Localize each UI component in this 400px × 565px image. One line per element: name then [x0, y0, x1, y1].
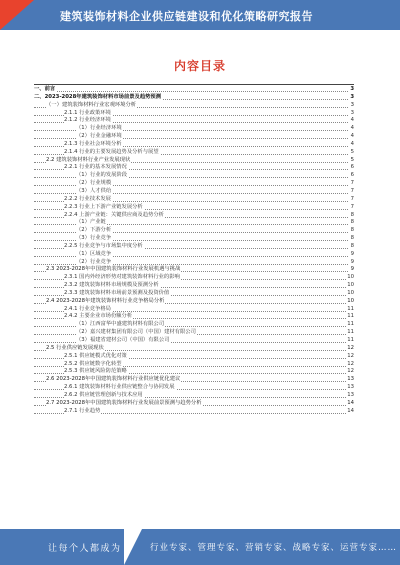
- toc-title: 内容目录: [173, 59, 226, 73]
- toc-entry-title: 2.4.1 行业竞争格局: [64, 305, 111, 312]
- toc-entry[interactable]: [34, 345, 354, 353]
- toc-entry-title: 2.3 2023-2028年中国建筑装饰材料行业发展机遇与挑战: [46, 266, 181, 273]
- toc-entry-page: 4: [350, 133, 354, 140]
- toc-entry-page: 10: [347, 289, 354, 296]
- toc-top-rule: [34, 84, 354, 85]
- toc-entry[interactable]: [34, 337, 354, 345]
- table-of-contents: [34, 86, 354, 415]
- toc-entry-page: 4: [350, 117, 354, 124]
- toc-entry-title: 2.7 2023-2028年中国建筑装饰材料行业发展前景预测与趋势分析: [46, 399, 202, 406]
- toc-entry-title: 2.4.2 主要企业市场份额分析: [64, 313, 133, 320]
- toc-entry-title: （1）行业经济环境: [76, 125, 122, 132]
- toc-entry-page: 13: [347, 384, 354, 391]
- toc-entry[interactable]: [34, 376, 354, 384]
- toc-entry[interactable]: [34, 392, 354, 400]
- toc-entry[interactable]: [34, 243, 354, 251]
- toc-entry-page: 14: [347, 399, 354, 406]
- toc-entry-page: 12: [347, 352, 354, 359]
- toc-entry-title: 2.1.4 行业的主要发展趋势及分析与展望: [64, 148, 159, 155]
- toc-entry[interactable]: [34, 86, 354, 94]
- toc-entry[interactable]: [34, 204, 354, 212]
- toc-entry-page: 11: [347, 305, 354, 312]
- toc-entry-title: （2）嘉兴建材集团有限公司（中国）建材有限公司: [76, 329, 196, 336]
- toc-entry-title: （一）建筑装饰材料行业宏观环境分析: [46, 101, 137, 108]
- toc-entry[interactable]: [34, 384, 354, 392]
- toc-entry-page: 7: [350, 203, 354, 210]
- toc-entry-title: （2）行业竞争: [76, 258, 112, 265]
- toc-entry-title: 2.2 建筑装饰材料行业产业发展现状: [46, 156, 131, 163]
- toc-entry-page: 14: [347, 407, 354, 414]
- toc-entry[interactable]: [34, 180, 354, 188]
- footer-divider-triangle: [124, 529, 142, 565]
- toc-entry-title: （2）下游分析: [76, 227, 112, 234]
- toc-entry-page: 11: [347, 313, 354, 320]
- toc-entry[interactable]: [34, 133, 354, 141]
- toc-entry-page: 8: [350, 235, 354, 242]
- toc-entry-title: （1）行业的发展阶段: [76, 172, 128, 179]
- toc-entry-title: 2.2.2 行业技术发展: [64, 195, 111, 202]
- toc-entry-page: 10: [347, 282, 354, 289]
- toc-entry-title: 2.2.4 上游产业链：关键供应商及趋势分析: [64, 211, 164, 218]
- toc-entry-page: 5: [350, 148, 354, 155]
- toc-entry[interactable]: [34, 172, 354, 180]
- toc-entry-title: 2.6.2 供应链管理创新与技术应用: [64, 391, 143, 398]
- toc-entry-title: （3）人才供给: [76, 187, 112, 194]
- toc-entry-title: 2.5 行业供应链发展现状: [46, 344, 104, 351]
- toc-entry-page: 12: [347, 344, 354, 351]
- toc-entry-title: （3）行业竞争: [76, 235, 112, 242]
- toc-entry[interactable]: [34, 282, 354, 290]
- toc-entry-title: 2.4 2023-2028年建筑装饰材料行业竞争格局分析: [46, 297, 165, 304]
- footer-bar: [0, 529, 400, 565]
- toc-entry[interactable]: [34, 408, 354, 416]
- toc-entry-page: 11: [347, 329, 354, 336]
- toc-entry-page: 9: [350, 250, 354, 257]
- toc-entry-page: 9: [350, 258, 354, 265]
- toc-entry-page: 3: [350, 86, 354, 92]
- toc-entry-title: 二、2023-2028年建筑装饰材料市场前景及趋势预测: [34, 93, 162, 100]
- toc-entry-title: 2.2.1 行业的基本发展情况: [64, 164, 127, 171]
- toc-entry-title: （2）行业金融环境: [76, 133, 122, 140]
- toc-entry-page: 10: [347, 297, 354, 304]
- toc-entry-title: 2.6 2023-2028年中国建筑装饰材料行业供应链优化建议: [46, 376, 181, 383]
- toc-entry-title: （2）行业规模: [76, 180, 112, 187]
- toc-entry[interactable]: [34, 102, 354, 110]
- toc-entry-title: 2.1.1 行业政策环境: [64, 109, 111, 116]
- toc-entry-page: 10: [347, 274, 354, 281]
- toc-entry-title: 2.3.2 建筑装饰材料市场规模及预测分析: [64, 282, 159, 289]
- toc-entry[interactable]: [34, 321, 354, 329]
- toc-entry-page: 11: [347, 321, 354, 328]
- toc-entry-page: 6: [350, 164, 354, 171]
- toc-entry[interactable]: [34, 219, 354, 227]
- toc-entry-page: 12: [347, 360, 354, 367]
- toc-entry[interactable]: [34, 353, 354, 361]
- toc-entry-page: 9: [350, 266, 354, 273]
- toc-entry-page: 11: [347, 337, 354, 343]
- toc-entry[interactable]: [34, 188, 354, 196]
- toc-entry[interactable]: [34, 227, 354, 235]
- toc-entry-page: 8: [350, 211, 354, 218]
- toc-entry-page: 3: [350, 101, 354, 108]
- toc-entry-title: 2.6.1 建筑装饰材料行业供应链整合与协同发展: [64, 384, 175, 391]
- toc-entry[interactable]: [34, 274, 354, 282]
- toc-entry[interactable]: [34, 298, 354, 306]
- toc-entry[interactable]: [34, 196, 354, 204]
- toc-entry-title: 2.5.2 供应链数字化转型: [64, 360, 122, 367]
- toc-entry-title: 2.5.3 供应链风险防范策略: [64, 368, 127, 375]
- toc-entry-title: 2.3.1 国内外经济形势对建筑装饰材料行业的影响: [64, 274, 180, 281]
- toc-entry-page: 3: [350, 93, 354, 100]
- footer-tagline: 行业专家、管理专家、营销专家、战略专家、运营专家……: [150, 543, 398, 553]
- toc-entry-page: 7: [350, 180, 354, 187]
- toc-entry[interactable]: [34, 251, 354, 259]
- toc-entry[interactable]: [34, 141, 354, 149]
- toc-entry-title: （1）江西富华中盛建筑材料有限公司: [76, 321, 165, 328]
- footer-slogan: 让每个人都成为: [48, 544, 122, 554]
- header-bar: [0, 0, 400, 30]
- header-title: 建筑装饰材料企业供应链建设和优化策略研究报告: [60, 10, 313, 23]
- toc-entry-page: 4: [350, 125, 354, 132]
- toc-entry[interactable]: [34, 400, 354, 408]
- toc-entry-title: （1）区域竞争: [76, 250, 112, 257]
- toc-entry-title: 2.5.1 供应链模式优化对策: [64, 352, 127, 359]
- toc-entry-title: 2.1.2 行业经济环境: [64, 117, 111, 124]
- toc-entry-title: 2.2.5 行业竞争与市场集中度分析: [64, 242, 143, 249]
- toc-entry[interactable]: [34, 290, 354, 298]
- toc-entry-title: 2.2.3 行业上下游产业链发展分析: [64, 203, 143, 210]
- toc-entry[interactable]: [34, 149, 354, 157]
- toc-entry-page: 8: [350, 219, 354, 226]
- toc-entry-page: 13: [347, 391, 354, 398]
- toc-entry-page: 12: [347, 368, 354, 375]
- toc-entry-page: 7: [350, 195, 354, 202]
- toc-entry-page: 13: [347, 376, 354, 383]
- toc-entry-title: （3）福建省建材公司（中国）有限公司: [76, 337, 170, 343]
- toc-entry-page: 5: [350, 156, 354, 163]
- toc-entry-page: 6: [350, 172, 354, 179]
- toc-entry-page: 8: [350, 242, 354, 249]
- toc-entry-title: 2.7.1 行业趋势: [64, 407, 101, 414]
- toc-entry[interactable]: [34, 329, 354, 337]
- toc-entry-page: 7: [350, 187, 354, 194]
- header-corner-accent: [0, 0, 34, 30]
- toc-entry-title: 2.3.3 建筑装饰材料市场前景预测及投资价值: [64, 289, 170, 296]
- toc-entry[interactable]: [34, 125, 354, 133]
- toc-entry-page: 3: [350, 109, 354, 116]
- toc-entry[interactable]: [34, 235, 354, 243]
- toc-entry[interactable]: [34, 94, 354, 102]
- toc-entry-title: （1）产业链: [76, 219, 106, 226]
- toc-entry-page: 4: [350, 140, 354, 147]
- toc-entry-title: 2.1.3 行业社会环境分析: [64, 140, 122, 147]
- toc-entry-title: 一、前言: [34, 86, 56, 92]
- toc-entry-page: 8: [350, 227, 354, 234]
